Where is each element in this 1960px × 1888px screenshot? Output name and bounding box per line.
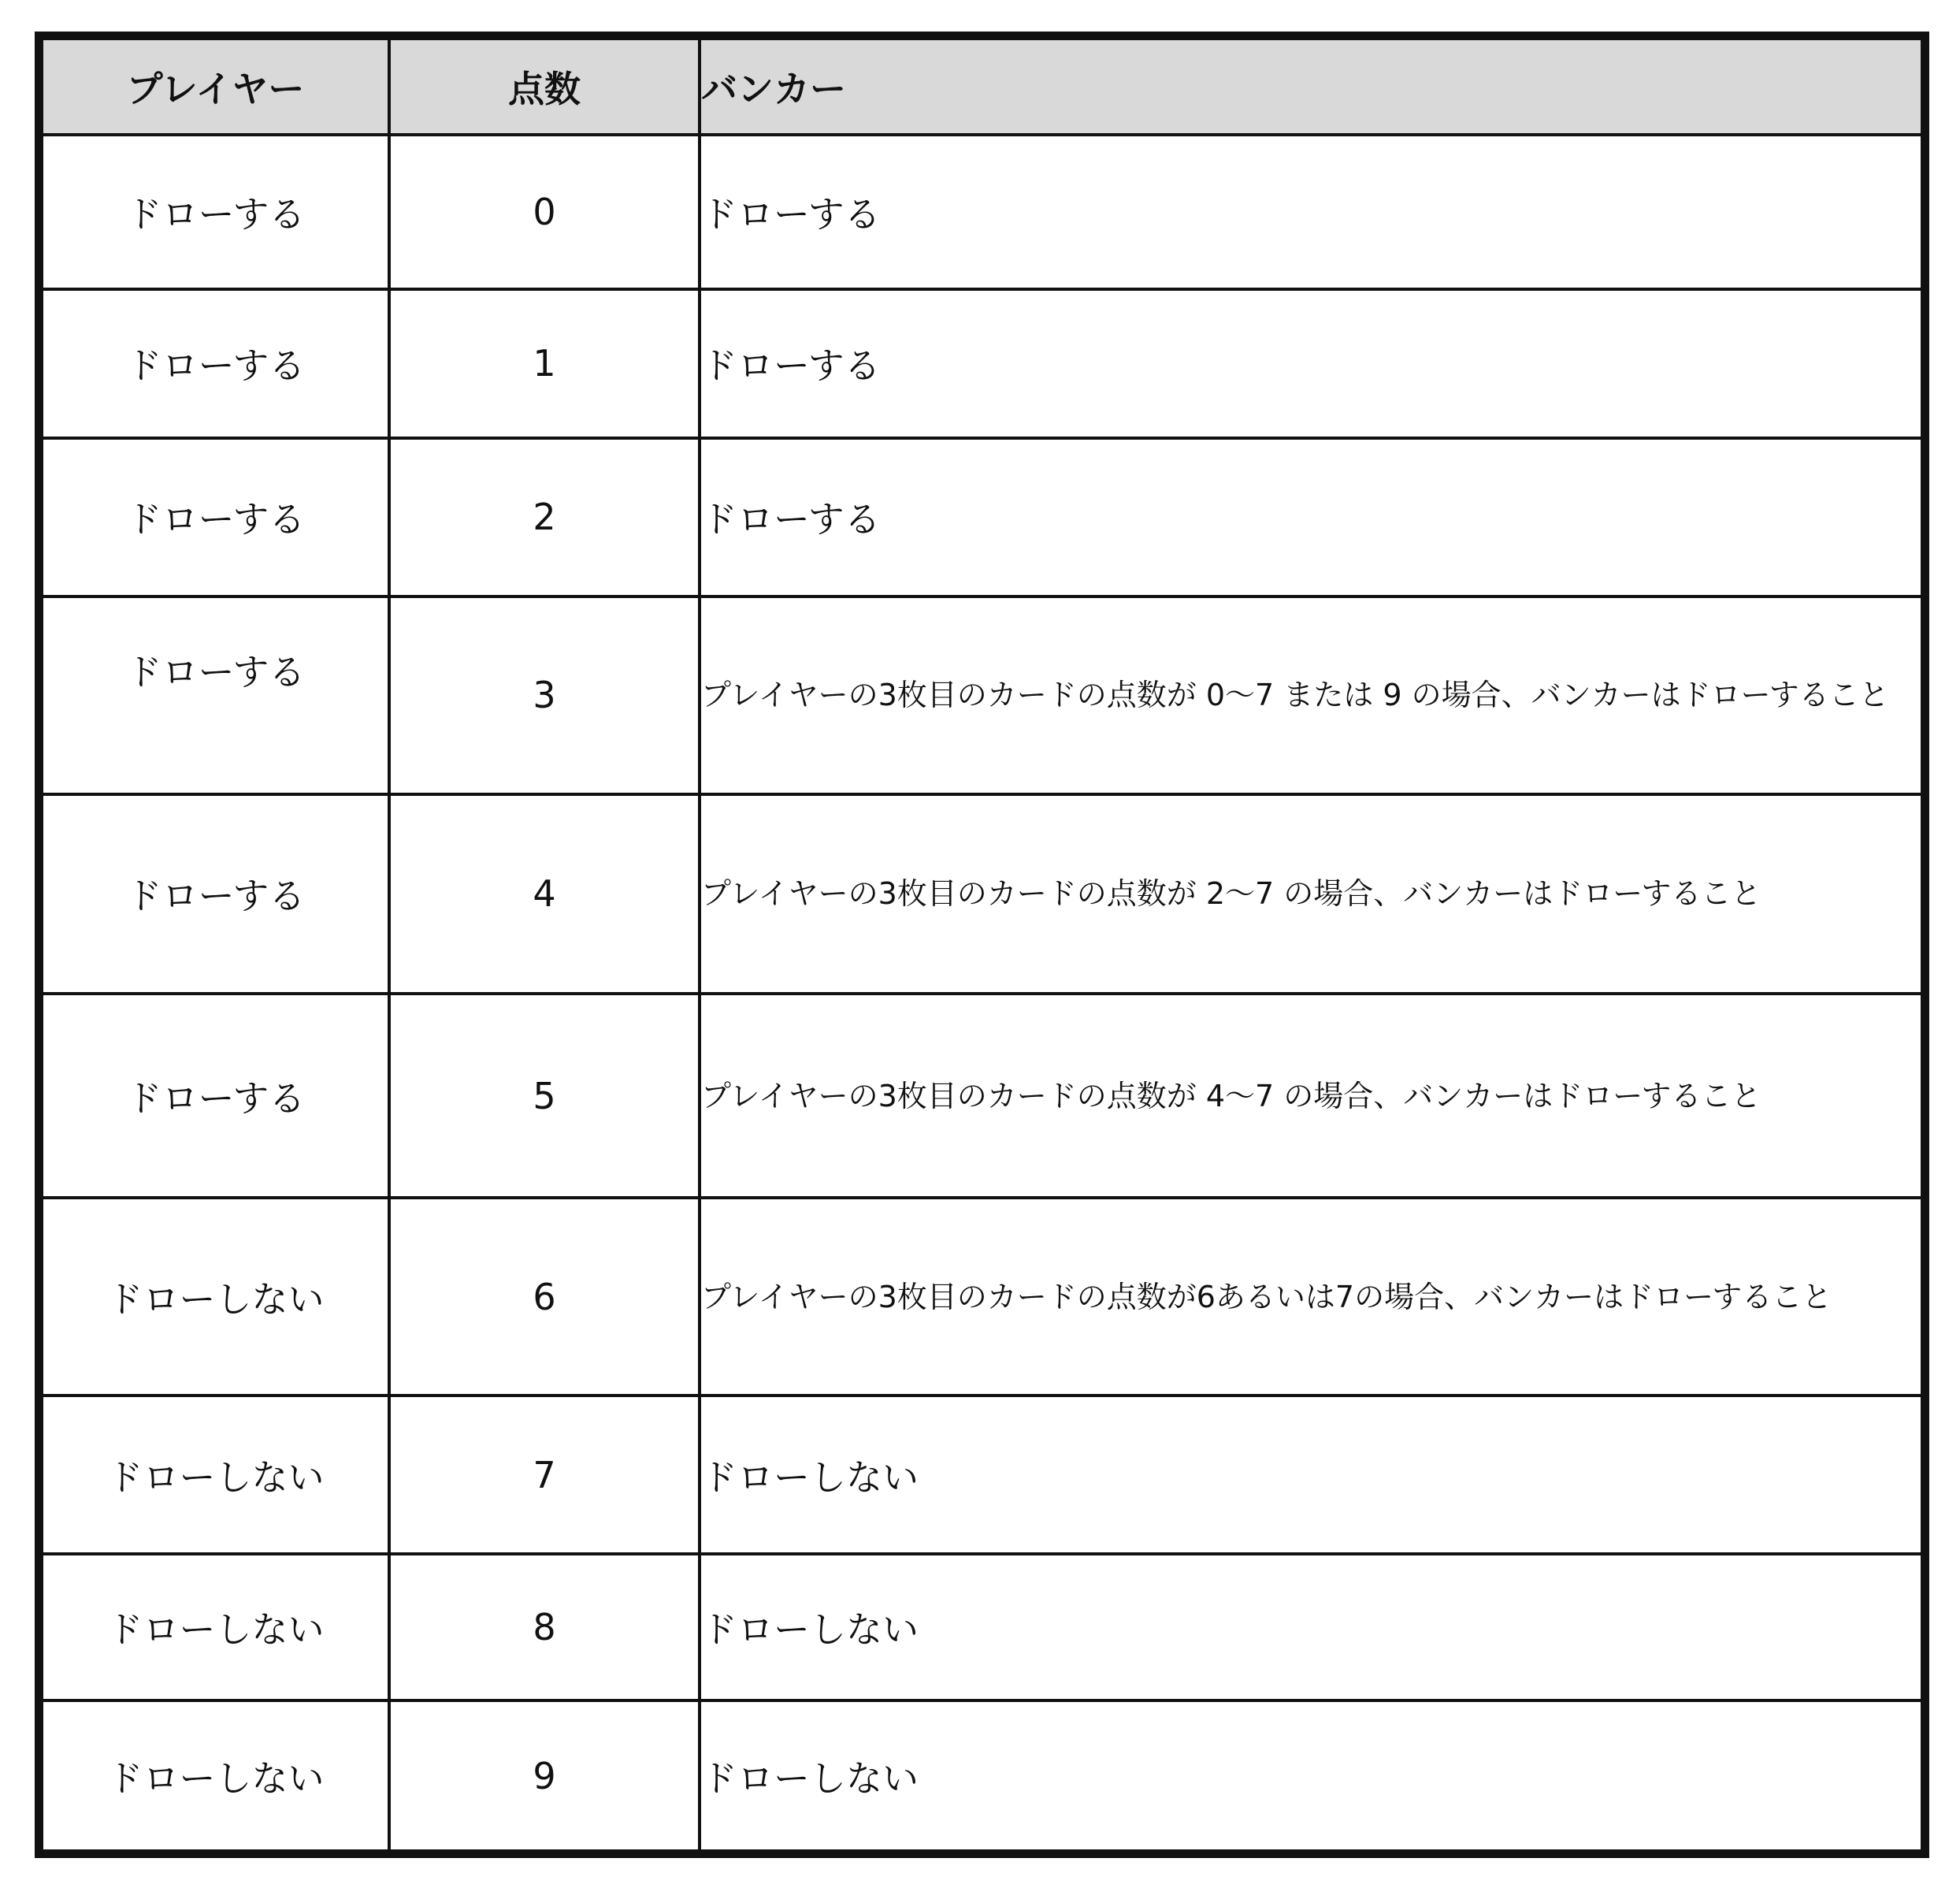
player-cell — [43, 597, 389, 794]
table-row — [43, 994, 1921, 1198]
score-cell: 7 — [389, 1396, 700, 1554]
player-cell: ドローする — [43, 135, 389, 289]
banker-cell — [700, 794, 1921, 994]
table-row — [43, 1396, 1921, 1554]
banker-cell-text: プレイヤーの3枚目のカードの点数が 0〜7 または 9 の場合、バンカーはドローすること — [701, 678, 1889, 713]
banker-cell — [700, 1198, 1921, 1396]
player-cell: ドローしない — [43, 1198, 389, 1396]
player-cell: ドローする — [43, 289, 389, 438]
header-score: 点数 — [389, 40, 700, 135]
banker-cell: ドローしない — [700, 1396, 1921, 1554]
player-cell-text: ドローする — [125, 651, 306, 694]
banker-cell-text: プレイヤーの3枚目のカードの点数が 4〜7 の場合、バンカーはドローすること — [701, 1078, 1761, 1113]
table-row — [43, 135, 1921, 289]
banker-cell-text: プレイヤーの3枚目のカードの点数が6あるいは7の場合、バンカーはドローすること — [701, 1279, 1832, 1314]
score-cell: 2 — [389, 438, 700, 597]
player-cell: ドローする — [43, 794, 389, 994]
player-cell: ドローする — [43, 994, 389, 1198]
score-cell: 3 — [389, 597, 700, 794]
banker-cell: ドローしない — [700, 1554, 1921, 1700]
table-row — [43, 289, 1921, 438]
baccarat-draw-rules-table-frame — [35, 32, 1929, 1858]
banker-cell-text: プレイヤーの3枚目のカードの点数が 2〜7 の場合、バンカーはドローすること — [701, 876, 1761, 912]
table-row — [43, 1700, 1921, 1849]
table-row — [43, 1198, 1921, 1396]
table-row — [43, 794, 1921, 994]
score-cell: 0 — [389, 135, 700, 289]
player-cell: ドローする — [43, 438, 389, 597]
table-row — [43, 438, 1921, 597]
banker-cell — [700, 597, 1921, 794]
player-cell: ドローしない — [43, 1700, 389, 1849]
baccarat-draw-rules-table — [43, 40, 1921, 1849]
banker-cell: ドローする — [700, 289, 1921, 438]
table-row — [43, 597, 1921, 794]
player-cell: ドローしない — [43, 1554, 389, 1700]
banker-cell: ドローする — [700, 135, 1921, 289]
header-banker: バンカー — [700, 40, 1921, 135]
score-cell: 5 — [389, 994, 700, 1198]
banker-cell: ドローしない — [700, 1700, 1921, 1849]
score-cell: 8 — [389, 1554, 700, 1700]
banker-cell: ドローする — [700, 438, 1921, 597]
banker-cell — [700, 994, 1921, 1198]
score-cell: 4 — [389, 794, 700, 994]
score-cell: 6 — [389, 1198, 700, 1396]
player-cell: ドローしない — [43, 1396, 389, 1554]
score-cell: 1 — [389, 289, 700, 438]
table-header-row — [43, 40, 1921, 135]
table-row — [43, 1554, 1921, 1700]
header-player: プレイヤー — [43, 40, 389, 135]
score-cell: 9 — [389, 1700, 700, 1849]
